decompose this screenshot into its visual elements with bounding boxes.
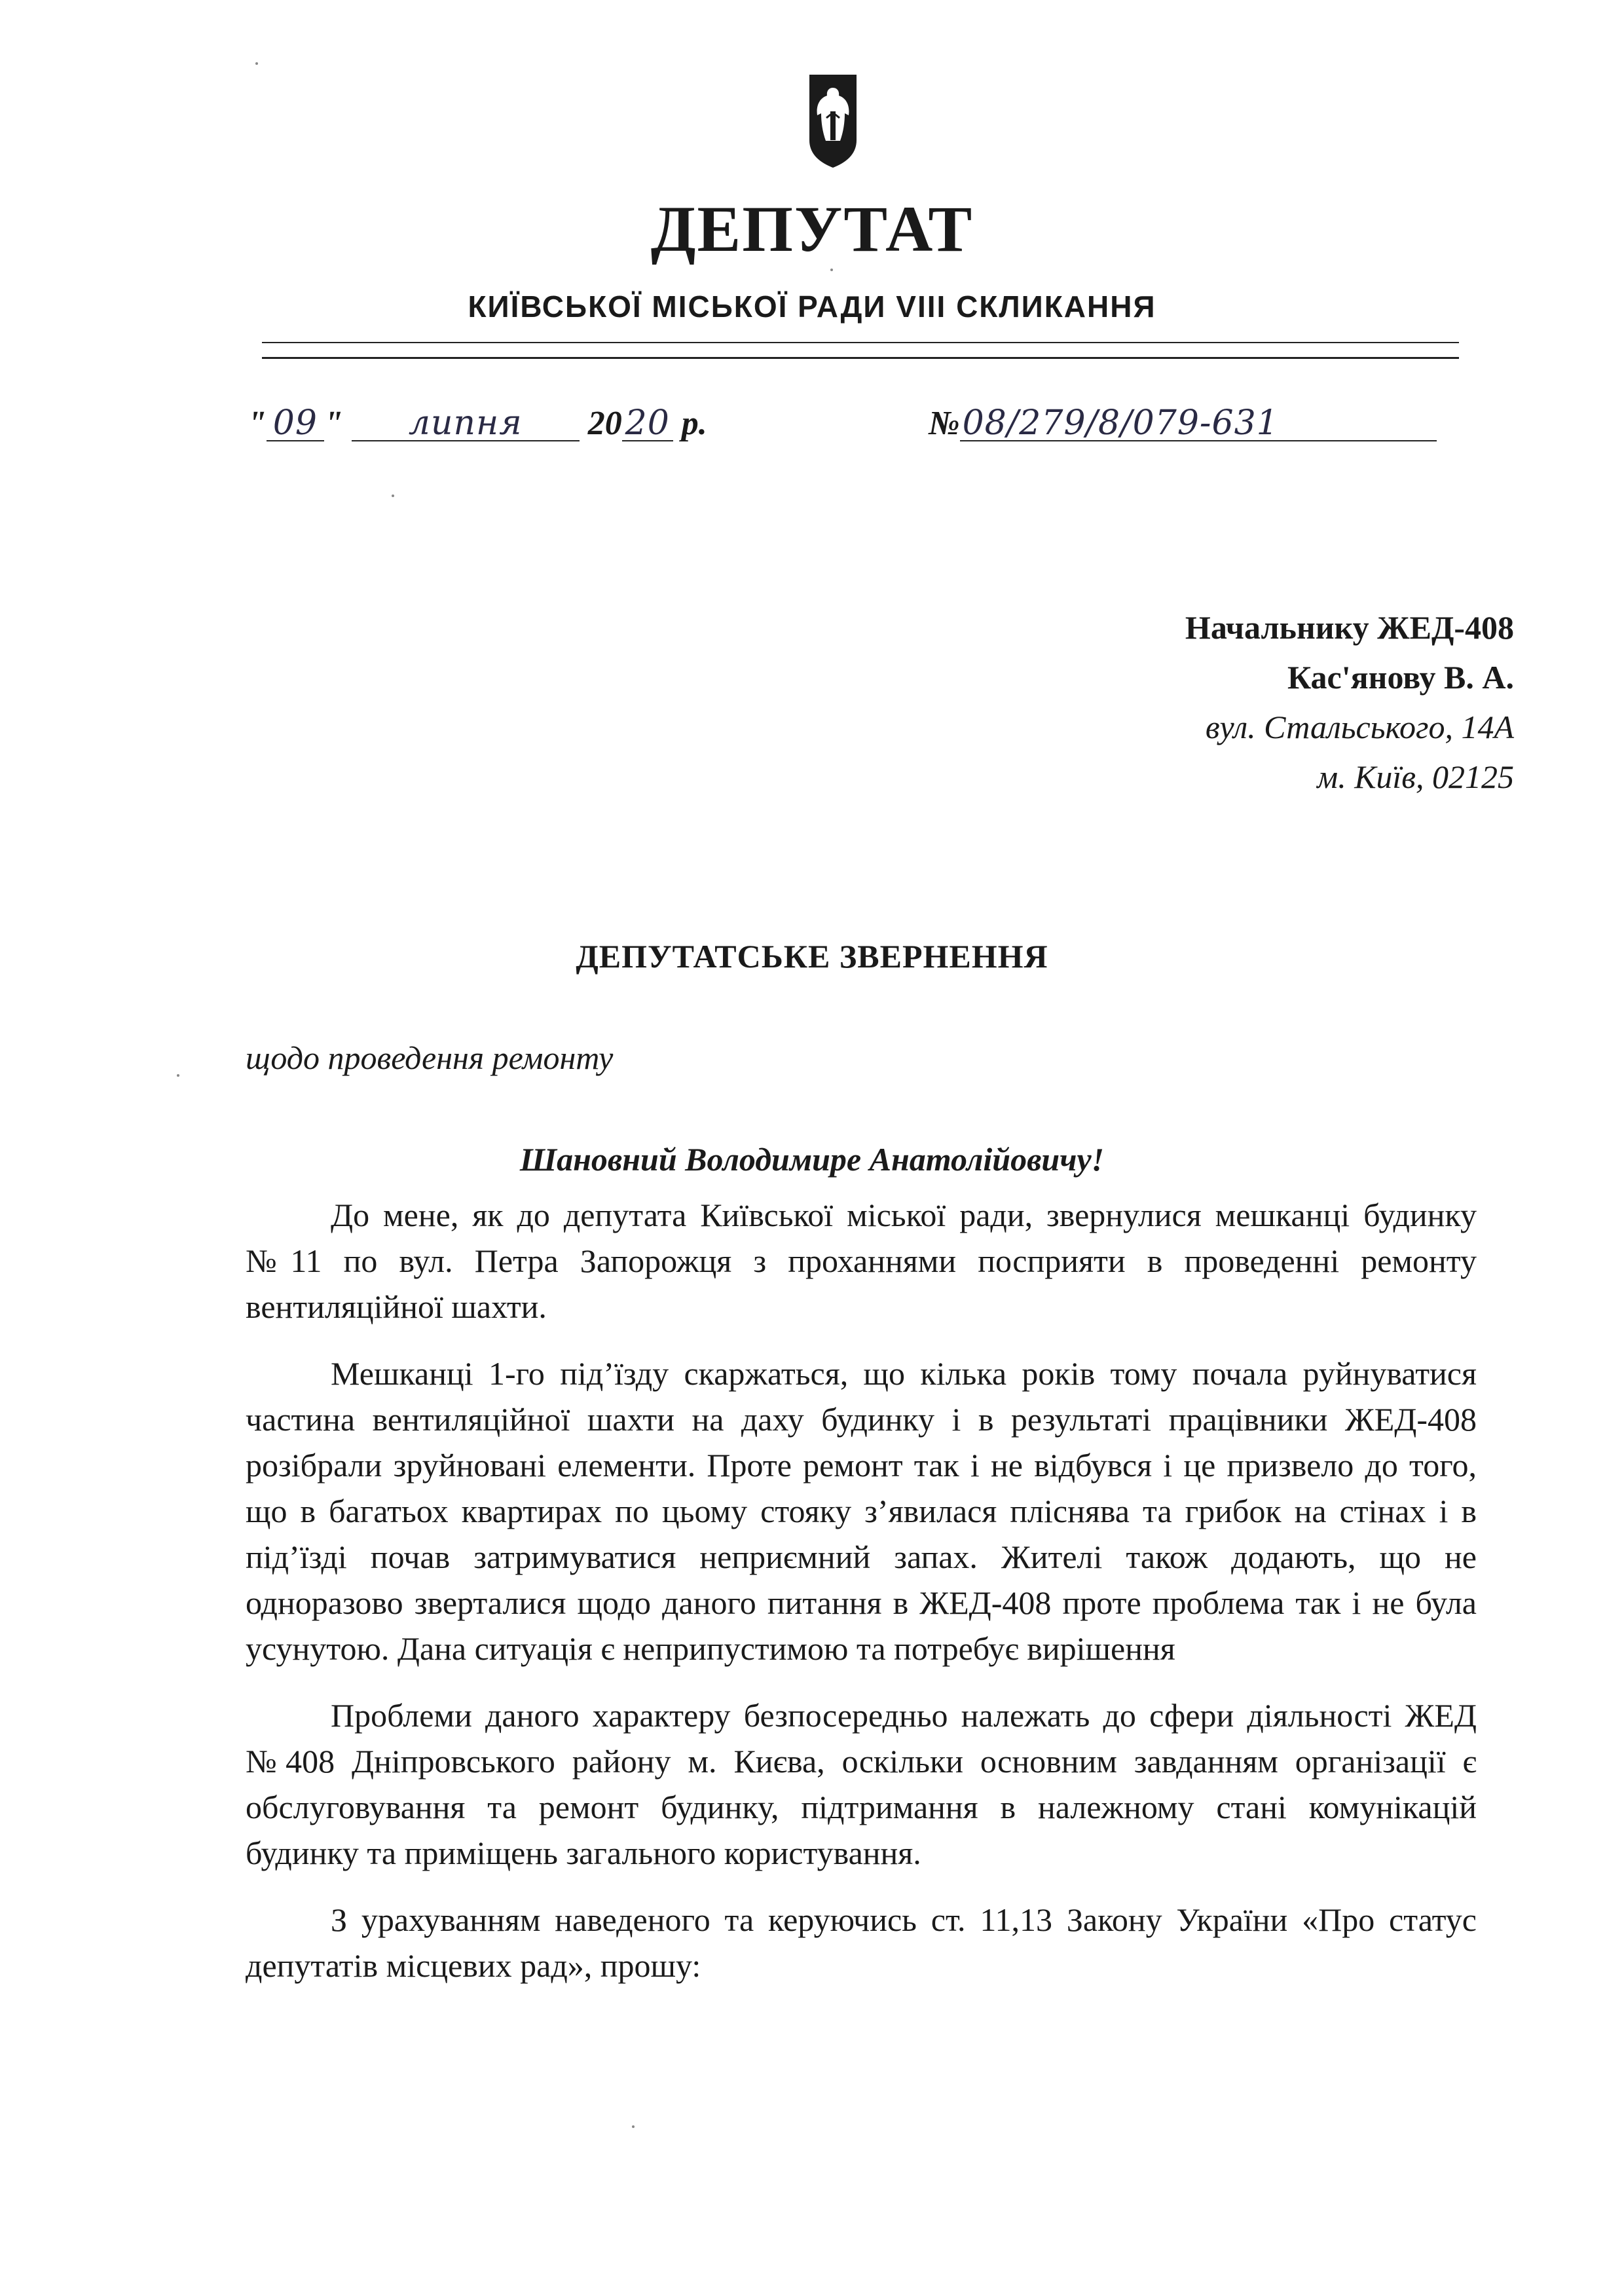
number-value: 08/279/8/079-631 [960,406,1437,441]
letter-body [246,1192,1477,2009]
document-title: ДЕПУТАТСЬКЕ ЗВЕРНЕННЯ [576,938,1048,975]
body-paragraph: Мешканці 1-го під’їзду скаржаться, що кілька років тому почала руйнуватися частина вентиляційної шахти на даху будинку і в результаті працівники ЖЕД-408 розібрали зруйновані елементи. Проте ремонт так і не відбувся і це призвело до того, що в багатьох квартирах по цьому стояку з’явилася пліснява та грибок на стінах і в під’їзді почав затримуватися неприємний запах. Жителі також додають, що не одноразово зверталися щодо даного питання в ЖЕД-408 проте проблема так і не була усунутою. Дана ситуація є неприпустимою та потребує вирішення [246,1355,1477,1667]
addressee-position: Начальнику ЖЕД-408 [1185,609,1514,646]
body-paragraph: З урахуванням наведеного та керуючись ст. 11,13 Закону України «Про статус депутатів місцевих рад», прошу: [246,1901,1477,1984]
scan-speck [830,269,833,271]
kyiv-coat-of-arms-icon [807,72,859,170]
date-open-quote: " [248,405,267,442]
body-paragraph: До мене, як до депутата Київської міської ради, звернулися мешканці будинку №11 по вул. Петра Запорожця з проханнями посприяти в проведенні ремонту вентиляційної шахти. [246,1197,1477,1325]
letterhead-subtitle: КИЇВСЬКОЇ МІСЬКОЇ РАДИ VIII СКЛИКАННЯ [468,289,1156,324]
addressee-city: м. Київ, 02125 [1317,758,1514,795]
date-year-suffix: р. [681,405,707,442]
scan-speck [392,494,394,497]
body-paragraph: Проблеми даного характеру безпосередньо належать до сфери діяльності ЖЕД №408 Дніпровського району м. Києва, оскільки основним завданням організації є обслуговування та ремонт будинку, підтримання в належному стані комунікацій будинку та приміщень загального користування. [246,1697,1477,1871]
scan-speck [177,1074,179,1077]
date-year: 20 [622,406,673,441]
scan-speck [255,62,258,65]
salutation: Шановний Володимире Анатолійовичу! [519,1141,1105,1178]
number-sign: № [929,405,960,442]
registration-date [248,403,707,443]
date-close-quote: " [323,405,343,442]
date-year-prefix: 20 [587,405,622,442]
addressee-block [1185,603,1514,802]
addressee-name: Кас'янову В. А. [1287,659,1514,696]
scan-speck [632,2125,635,2128]
registration-number [929,403,1437,443]
date-day: 09 [267,406,324,441]
document-subject: щодо проведення ремонту [246,1039,614,1076]
date-month: липня [352,406,580,441]
letterhead-divider-bold [262,357,1459,359]
addressee-street: вул. Стальського, 14А [1205,709,1514,745]
letterhead-divider [262,342,1459,343]
letterhead-title: ДЕПУТАТ [650,193,974,265]
